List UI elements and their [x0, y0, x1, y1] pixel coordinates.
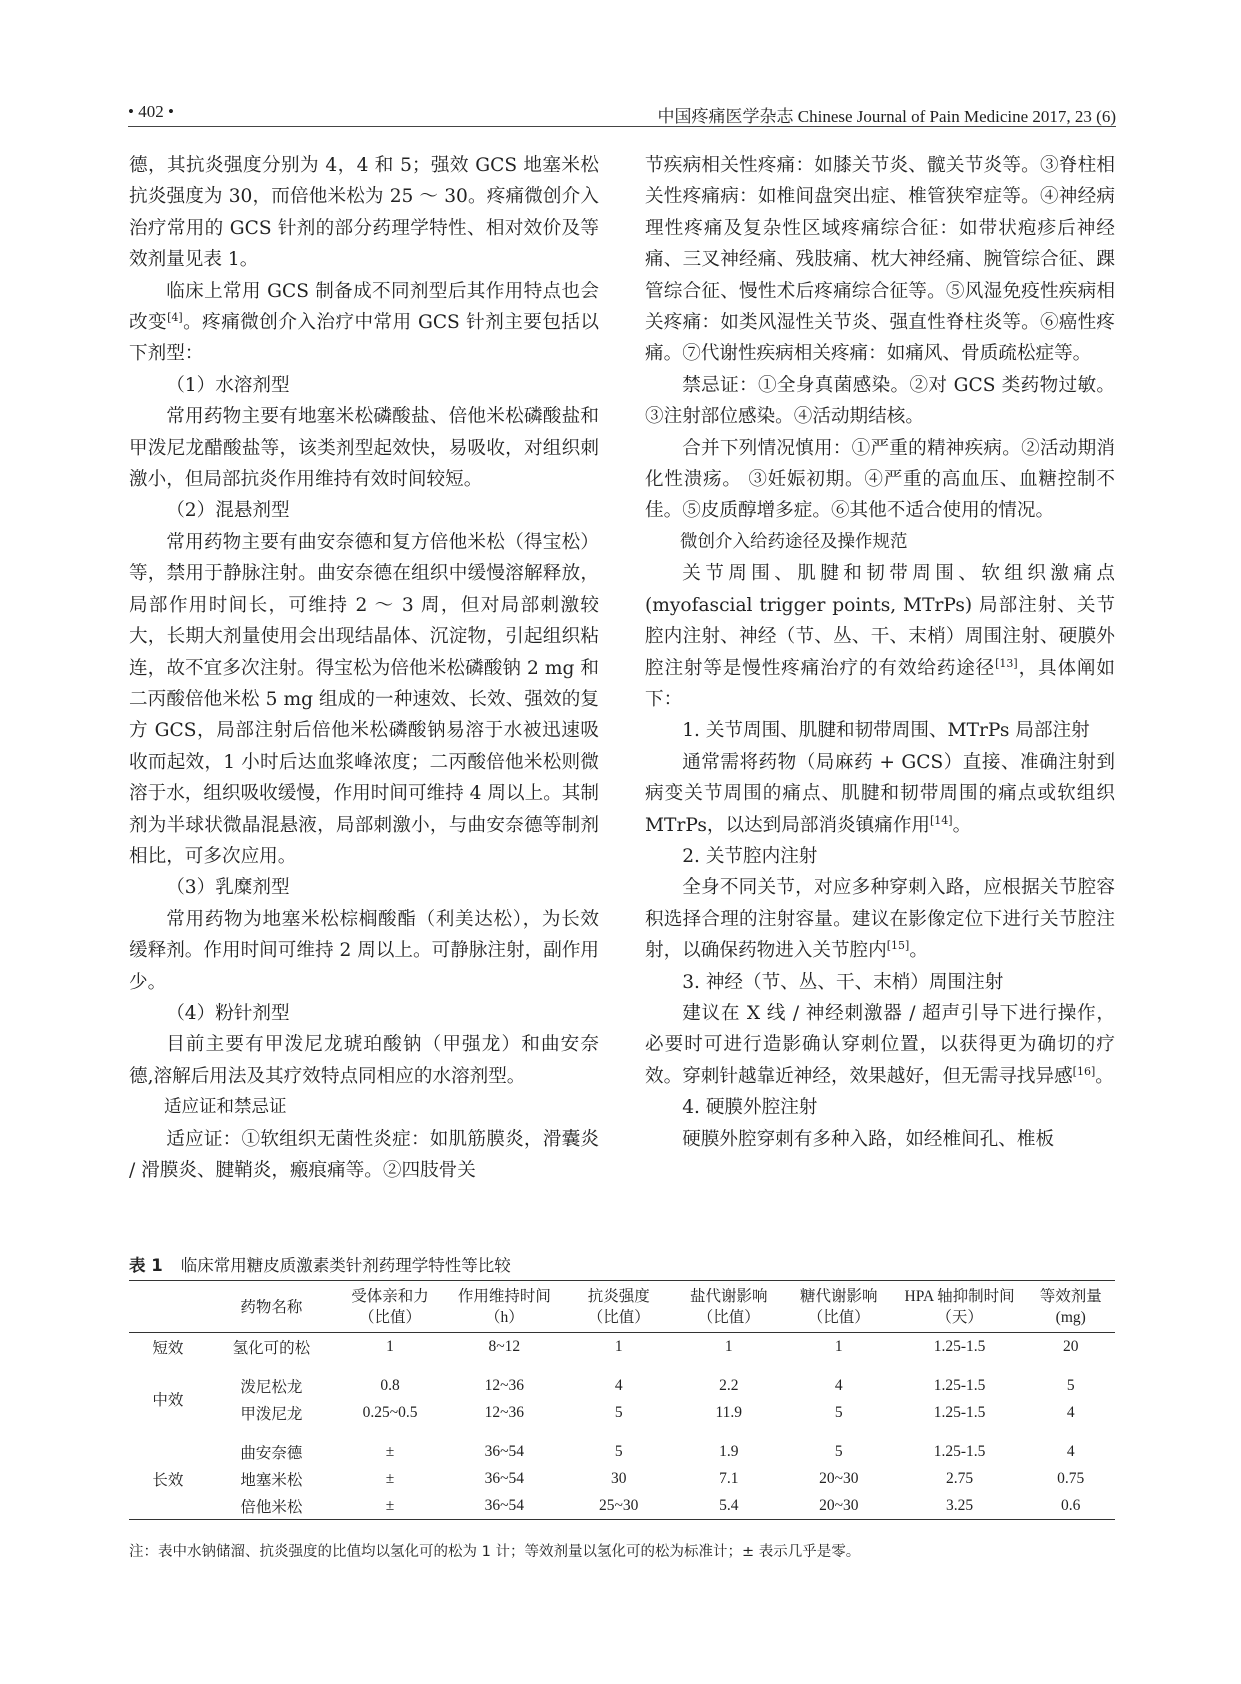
table-row — [129, 1333, 1115, 1361]
column-header: 药物名称 — [207, 1281, 336, 1333]
table-cell: 0.75 — [1057, 1469, 1085, 1487]
paragraph: 3. 神经（节、丛、干、末梢）周围注射 — [682, 971, 1004, 993]
citation-ref: [13] — [995, 656, 1018, 670]
column-header: 等效剂量 (mg) — [1026, 1281, 1115, 1333]
paragraph: 节疾病相关性疼痛：如膝关节炎、髋关节炎等。③脊柱相关性疼痛病：如椎间盘突出症、椎管狭窄症等。④神经病理性疼痛及复杂性区域疼痛综合征：如带状疱疹后神经痛、三叉神经痛、残肢痛、枕大神经痛、腕管综合征、踝管综合征、慢性术后疼痛综合征等。⑤风湿免疫性疾病相关疼痛：如类风湿性关节炎、强直性脊柱炎等。⑥癌性疼痛。⑦代谢性疾病相关疼痛：如痛风、骨质疏松症等。 — [645, 155, 1115, 365]
paragraph: 硬膜外腔穿刺有多种入路，如经椎间孔、椎板 — [682, 1128, 1055, 1150]
table-cell: 1.25-1.5 — [933, 1442, 986, 1460]
left-column — [129, 150, 599, 1186]
paragraph: 禁忌证：①全身真菌感染。②对 GCS 类药物过敏。③注射部位感染。④活动期结核。 — [645, 374, 1115, 428]
right-column — [645, 150, 1115, 1155]
paragraph: （1）水溶剂型 — [166, 374, 290, 396]
table-cell: 1.25-1.5 — [933, 1403, 986, 1421]
table-row — [129, 1492, 1115, 1520]
column-header: 作用维持时间 （h） — [444, 1281, 565, 1333]
table-header-row — [129, 1281, 1115, 1333]
table-cell: 1 — [386, 1337, 394, 1355]
table-cell: 20 — [1062, 1337, 1079, 1355]
citation-ref: [14] — [930, 813, 953, 827]
paragraph: （2）混悬剂型 — [166, 500, 290, 522]
column-header — [129, 1281, 207, 1333]
table-cell: 3.25 — [893, 1492, 1027, 1520]
paragraph: 临床上常用 GCS 制备成不同剂型后其作用特点也会改变[4]。疼痛微创介入治疗中常用 GCS 针剂主要包括以下剂型： — [129, 280, 599, 365]
category-cell: 短效 — [152, 1339, 184, 1357]
section-heading: 微创介入给药途径及操作规范 — [680, 531, 908, 552]
table-cell: 1 — [614, 1337, 623, 1355]
paragraph: 建议在 X 线 / 神经刺激器 / 超声引导下进行操作，必要时可进行造影确认穿刺位置，以获得更为确切的疗效。穿刺针越靠近神经，效果越好，但无需寻找异感[16]。 — [645, 1002, 1115, 1087]
table-cell: 36~54 — [484, 1469, 525, 1487]
table-cell: 4 — [834, 1376, 843, 1394]
data-table — [129, 1280, 1115, 1520]
paragraph: 常用药物为地塞米松棕榈酸酯（利美达松），为长效缓释剂。作用时间可维持 2 周以上。可静脉注射，副作用少。 — [129, 908, 599, 993]
table-cell: 7.1 — [719, 1469, 739, 1487]
column-header: 糖代谢影响 （比值） — [785, 1281, 893, 1333]
paragraph: 德，其抗炎强度分别为 4，4 和 5；强效 GCS 地塞米松抗炎强度为 30，而倍他米松为 25 ～ 30。疼痛微创介入治疗常用的 GCS 针剂的部分药理学特性、相对效价及等效剂量见表 1。 — [129, 155, 599, 271]
column-header: 盐代谢影响 （比值） — [673, 1281, 785, 1333]
journal-title: 中国疼痛医学杂志 Chinese Journal of Pain Medicine 2017, 23 (6) — [657, 107, 1116, 126]
paragraph: 常用药物主要有曲安奈德和复方倍他米松（得宝松）等，禁用于静脉注射。曲安奈德在组织中缓慢溶解释放，局部作用时间长，可维持 2 ～ 3 周，但对局部刺激较大，长期大剂量使用会出现结晶体、沉淀物，引起组织粘连，故不宜多次注射。得宝松为倍他米松磷酸钠 2 mg 和二丙酸倍他米松 5 mg 组成的一种速效、长效、强效的复方 GCS，局部注射后倍他米松磷酸钠易溶于水被迅速吸收而起效，1 小时后达血浆峰浓度；二丙酸倍他米松则微溶于水，组织吸收缓慢，作用时间可维持 4 周以上。其制剂为半球状微晶混悬液，局部刺激小，与曲安奈德等制剂相比，可多次应用。 — [129, 531, 599, 867]
table-cell: 12~36 — [484, 1403, 525, 1421]
table-cell: 0.25~0.5 — [362, 1403, 418, 1421]
table-cell: 2.75 — [946, 1469, 974, 1487]
category-cell: 长效 — [129, 1438, 207, 1520]
table-cell: 倍他米松 — [207, 1492, 336, 1520]
table-cell: 5 — [1066, 1376, 1075, 1394]
table-caption — [129, 1252, 511, 1276]
paragraph: 2. 关节腔内注射 — [682, 845, 818, 867]
table-cell: 36~54 — [444, 1492, 565, 1520]
table-cell: 5 — [614, 1403, 623, 1421]
table-cell: 4 — [614, 1376, 623, 1394]
table-cell: 12~36 — [484, 1376, 525, 1394]
table-cell: 5 — [834, 1403, 843, 1421]
table-row — [129, 1372, 1115, 1399]
table-cell: 30 — [610, 1469, 627, 1487]
column-header: 受体亲和力 （比值） — [336, 1281, 444, 1333]
paragraph: 目前主要有甲泼尼龙琥珀酸钠（甲强龙）和曲安奈德,溶解后用法及其疗效特点同相应的水溶剂型。 — [129, 1034, 599, 1087]
table-row — [129, 1465, 1115, 1492]
paragraph: 1. 关节周围、肌腱和韧带周围、MTrPs 局部注射 — [682, 720, 1090, 742]
paragraph: 通常需将药物（局麻药 + GCS）直接、准确注射到病变关节周围的痛点、肌腱和韧带周围的痛点或软组织 MTrPs，以达到局部消炎镇痛作用[14]。 — [645, 751, 1115, 836]
table-cell: 25~30 — [565, 1492, 673, 1520]
table-cell: 11.9 — [715, 1403, 743, 1421]
table-cell: 氢化可的松 — [232, 1339, 311, 1357]
table-cell: 1 — [834, 1337, 843, 1355]
group-spacer — [129, 1360, 1115, 1372]
table-cell: 地塞米松 — [240, 1471, 303, 1489]
paragraph: 常用药物主要有地塞米松磷酸盐、倍他米松磷酸盐和甲泼尼龙醋酸盐等，该类剂型起效快，易吸收，对组织刺激小，但局部抗炎作用维持有效时间较短。 — [129, 406, 599, 491]
category-cell: 中效 — [152, 1392, 184, 1409]
table-cell: 1.25-1.5 — [933, 1337, 986, 1355]
section-heading: 适应证和禁忌证 — [164, 1097, 287, 1118]
table-cell: ± — [385, 1469, 395, 1487]
page-header — [128, 98, 1116, 127]
column-header: HPA 轴抑制时间 （天） — [893, 1281, 1027, 1333]
table-cell: 4 — [1066, 1403, 1075, 1421]
table-cell: 甲泼尼龙 — [240, 1405, 303, 1423]
table-note: 注：表中水钠储溜、抗炎强度的比值均以氢化可的松为 1 计；等效剂量以氢化可的松为标准计；± 表示几乎是零。 — [129, 1544, 861, 1560]
citation-ref: [15] — [886, 938, 910, 952]
citation-ref: [16] — [1072, 1064, 1096, 1078]
table-cell: ± — [336, 1492, 444, 1520]
paragraph: （4）粉针剂型 — [166, 1002, 290, 1024]
table-cell: 曲安奈德 — [240, 1444, 303, 1462]
citation-ref: [4] — [167, 310, 183, 324]
table-cell: 8~12 — [488, 1337, 521, 1355]
table-cell: 1.9 — [719, 1442, 739, 1460]
table-cell: 4 — [1066, 1442, 1075, 1460]
table-cell: 20~30 — [785, 1492, 893, 1520]
table-row — [129, 1399, 1115, 1426]
table-cell: 1 — [724, 1337, 733, 1355]
paragraph: 4. 硬膜外腔注射 — [682, 1097, 818, 1119]
paragraph: （3）乳糜剂型 — [166, 877, 290, 899]
table-cell: 36~54 — [484, 1442, 525, 1460]
table-cell: 1.25-1.5 — [933, 1376, 986, 1394]
table-cell: 泼尼松龙 — [240, 1378, 303, 1396]
table-cell: 20~30 — [819, 1469, 859, 1487]
table-cell: 0.6 — [1026, 1492, 1115, 1520]
table-row — [129, 1438, 1115, 1465]
table-cell: 2.2 — [719, 1376, 739, 1394]
paragraph: 合并下列情况慎用：①严重的精神疾病。②活动期消化性溃疡。 ③妊娠初期。④严重的高血压、血糖控制不佳。⑤皮质醇增多症。⑥其他不适合使用的情况。 — [645, 437, 1115, 522]
group-spacer — [129, 1426, 1115, 1438]
paragraph: 关节周围、肌腱和韧带周围、软组织激痛点 (myofascial trigger points, MTrPs) 局部注射、关节腔内注射、神经（节、丛、干、末梢）周围注射、硬膜外腔注射等是慢性疼痛治疗的有效给药途径[13]，具体阐如下： — [645, 563, 1115, 710]
table-cell: 5.4 — [673, 1492, 785, 1520]
table-caption-text: 临床常用糖皮质激素类针剂药理学特性等比较 — [180, 1256, 511, 1275]
table-cell: 5 — [614, 1442, 623, 1460]
column-header: 抗炎强度 （比值） — [565, 1281, 673, 1333]
page-number: • 402 • — [128, 102, 174, 121]
table-cell: 0.8 — [380, 1376, 400, 1394]
paragraph: 适应证：①软组织无菌性炎症：如肌筋膜炎，滑囊炎 / 滑膜炎、腱鞘炎，瘢痕痛等。②四肢骨关 — [129, 1128, 599, 1181]
paragraph: 全身不同关节，对应多种穿刺入路，应根据关节腔容积选择合理的注射容量。建议在影像定位下进行关节腔注射，以确保药物进入关节腔内[15]。 — [645, 877, 1115, 962]
table-label: 表 1 — [129, 1256, 163, 1275]
table-cell: 5 — [834, 1442, 843, 1460]
table-cell: ± — [385, 1442, 395, 1460]
